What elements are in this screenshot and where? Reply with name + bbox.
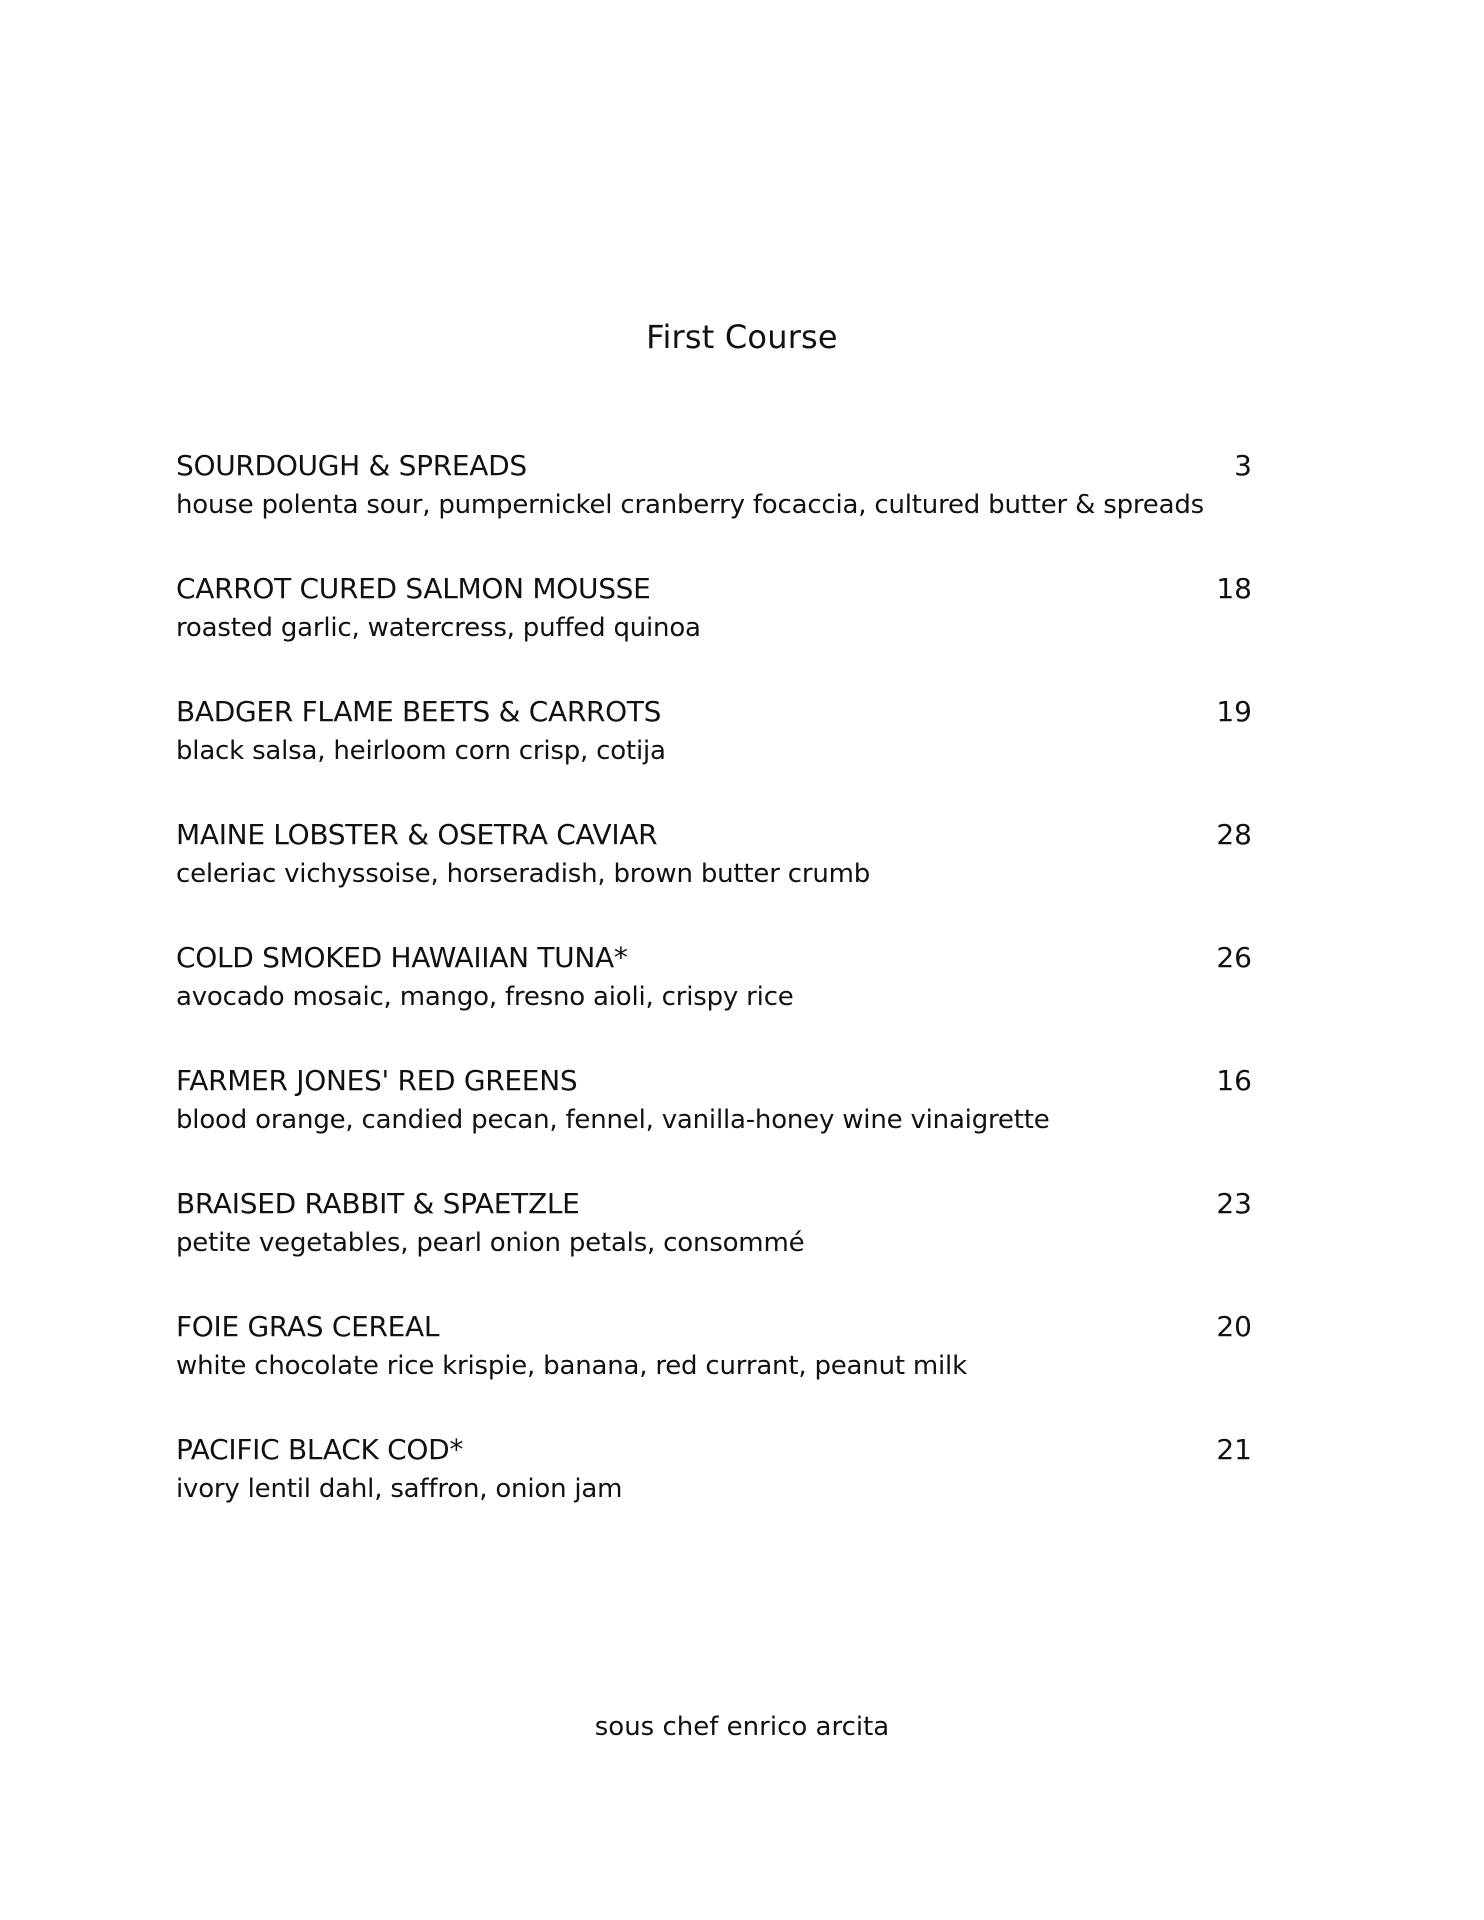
item-description: blood orange, candied pecan, fennel, vanilla-honey wine vinaigrette: [176, 1105, 1050, 1135]
item-name: SOURDOUGH & SPREADS: [176, 449, 527, 482]
menu-item: [176, 448, 1252, 571]
menu-item: [176, 940, 1252, 1063]
item-name: PACIFIC BLACK COD*: [176, 1433, 464, 1466]
item-price: 26: [1216, 941, 1252, 974]
item-description: celeriac vichyssoise, horseradish, brown butter crumb: [176, 859, 871, 889]
menu-item: [176, 571, 1252, 694]
item-name: MAINE LOBSTER & OSETRA CAVIAR: [176, 818, 658, 851]
page-title: First Course: [646, 318, 838, 356]
item-price: 18: [1216, 572, 1252, 605]
item-name: CARROT CURED SALMON MOUSSE: [176, 572, 651, 605]
item-price: 3: [1234, 449, 1252, 482]
item-price: 21: [1216, 1433, 1252, 1466]
item-description: petite vegetables, pearl onion petals, consommé: [176, 1228, 805, 1258]
item-description: white chocolate rice krispie, banana, red currant, peanut milk: [176, 1351, 967, 1381]
item-description: avocado mosaic, mango, fresno aioli, crispy rice: [176, 982, 794, 1012]
item-name: BRAISED RABBIT & SPAETZLE: [176, 1187, 580, 1220]
item-price: 23: [1216, 1187, 1252, 1220]
item-name: COLD SMOKED HAWAIIAN TUNA*: [176, 941, 628, 974]
item-name: FOIE GRAS CEREAL: [176, 1310, 440, 1343]
menu-item: [176, 1063, 1252, 1186]
item-price: 28: [1216, 818, 1252, 851]
item-description: house polenta sour, pumpernickel cranberry focaccia, cultured butter & spreads: [176, 490, 1204, 520]
item-description: roasted garlic, watercress, puffed quinoa: [176, 613, 701, 643]
item-description: ivory lentil dahl, saffron, onion jam: [176, 1474, 623, 1504]
item-name: BADGER FLAME BEETS & CARROTS: [176, 695, 662, 728]
menu-item: [176, 817, 1252, 940]
menu-item: [176, 1186, 1252, 1309]
item-name: FARMER JONES' RED GREENS: [176, 1064, 578, 1097]
menu-item: [176, 694, 1252, 817]
menu-list: [176, 448, 1252, 1555]
menu-item: [176, 1432, 1252, 1555]
item-price: 16: [1216, 1064, 1252, 1097]
item-price: 20: [1216, 1310, 1252, 1343]
menu-item: [176, 1309, 1252, 1432]
item-description: black salsa, heirloom corn crisp, cotija: [176, 736, 666, 766]
item-price: 19: [1216, 695, 1252, 728]
footer-credit: sous chef enrico arcita: [594, 1712, 890, 1742]
